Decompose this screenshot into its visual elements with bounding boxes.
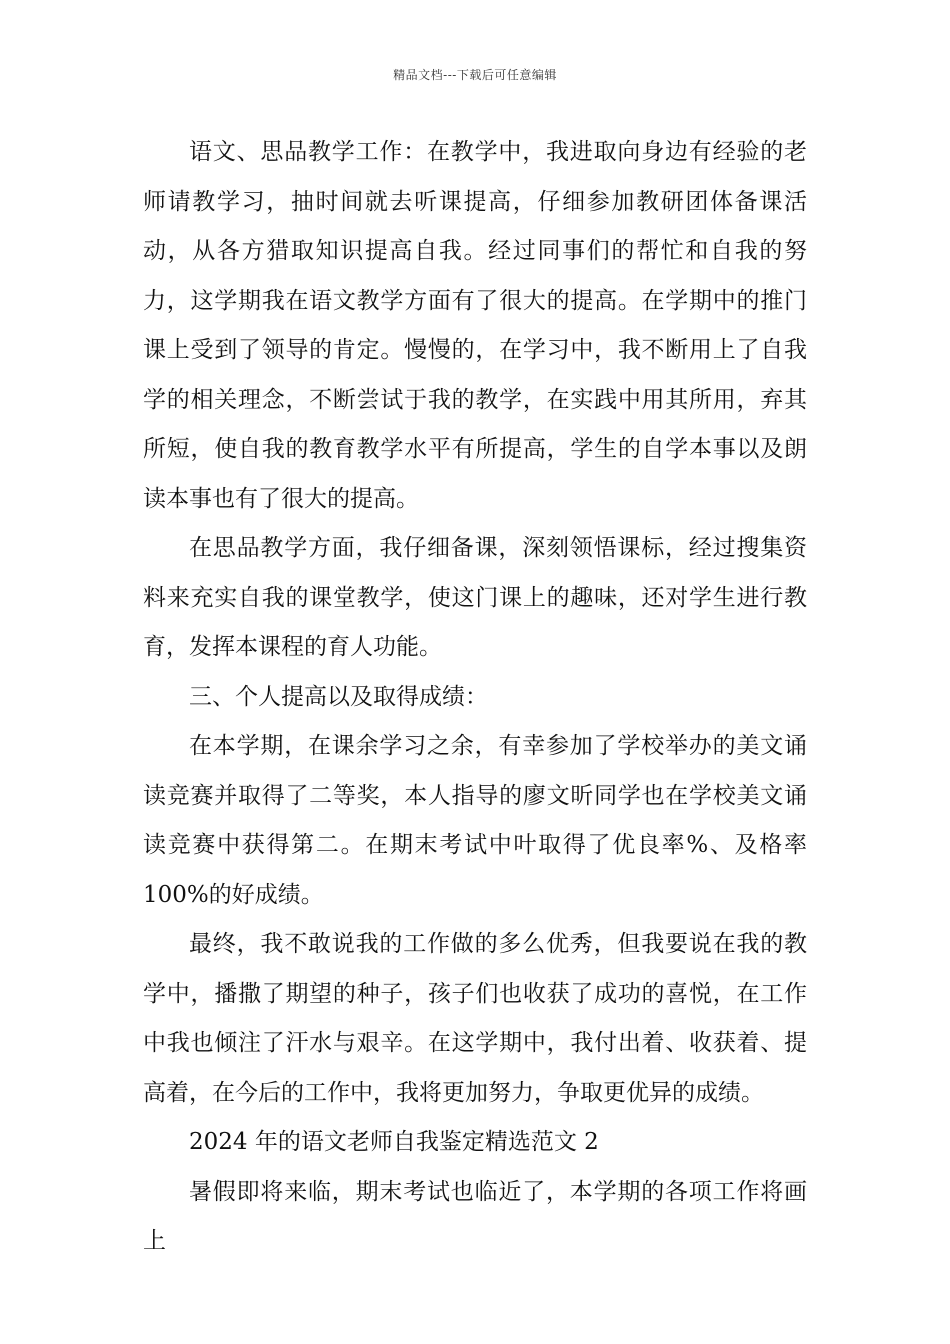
document-body	[143, 128, 807, 1267]
essay-title-2: 2024 年的语文老师自我鉴定精选范文 2	[189, 1129, 599, 1155]
paragraph-achievements: 在本学期，在课余学习之余，有幸参加了学校举办的美文诵读竞赛并取得了二等奖，本人指导的廖文昕同学也在学校美文诵读竞赛中获得第二。在期末考试中叶取得了优良率%、及格率 100%的好成绩。	[143, 733, 807, 908]
paragraph-moral-education: 在思品教学方面，我仔细备课，深刻领悟课标，经过搜集资料来充实自我的课堂教学，使这门课上的趣味，还对学生进行教育，发挥本课程的育人功能。	[143, 535, 807, 660]
page-header: 精品文档---下载后可任意编辑	[393, 68, 557, 82]
paragraph-essay-2-start: 暑假即将来临，期末考试也临近了，本学期的各项工作将画上	[143, 1178, 807, 1254]
paragraph-teaching-work: 语文、思品教学工作：在教学中，我进取向身边有经验的老师请教学习，抽时间就去听课提高，仔细参加教研团体备课活动，从各方猎取知识提高自我。经过同事们的帮忙和自我的努力，这学期我在语文教学方面有了很大的提高。在学期中的推门课上受到了领导的肯定。慢慢的，在学习中，我不断用上了自我学的相关理念，不断尝试于我的教学，在实践中用其所用，弃其所短，使自我的教育教学水平有所提高，学生的自学本事以及朗读本事也有了很大的提高。	[143, 139, 807, 512]
paragraph-conclusion: 最终，我不敢说我的工作做的多么优秀，但我要说在我的教学中，播撒了期望的种子，孩子们也收获了成功的喜悦，在工作中我也倾注了汗水与艰辛。在这学期中，我付出着、收获着、提高着，在今后的工作中，我将更加努力，争取更优异的成绩。	[143, 931, 807, 1106]
section-heading-achievements: 三、个人提高以及取得成绩：	[189, 683, 488, 710]
